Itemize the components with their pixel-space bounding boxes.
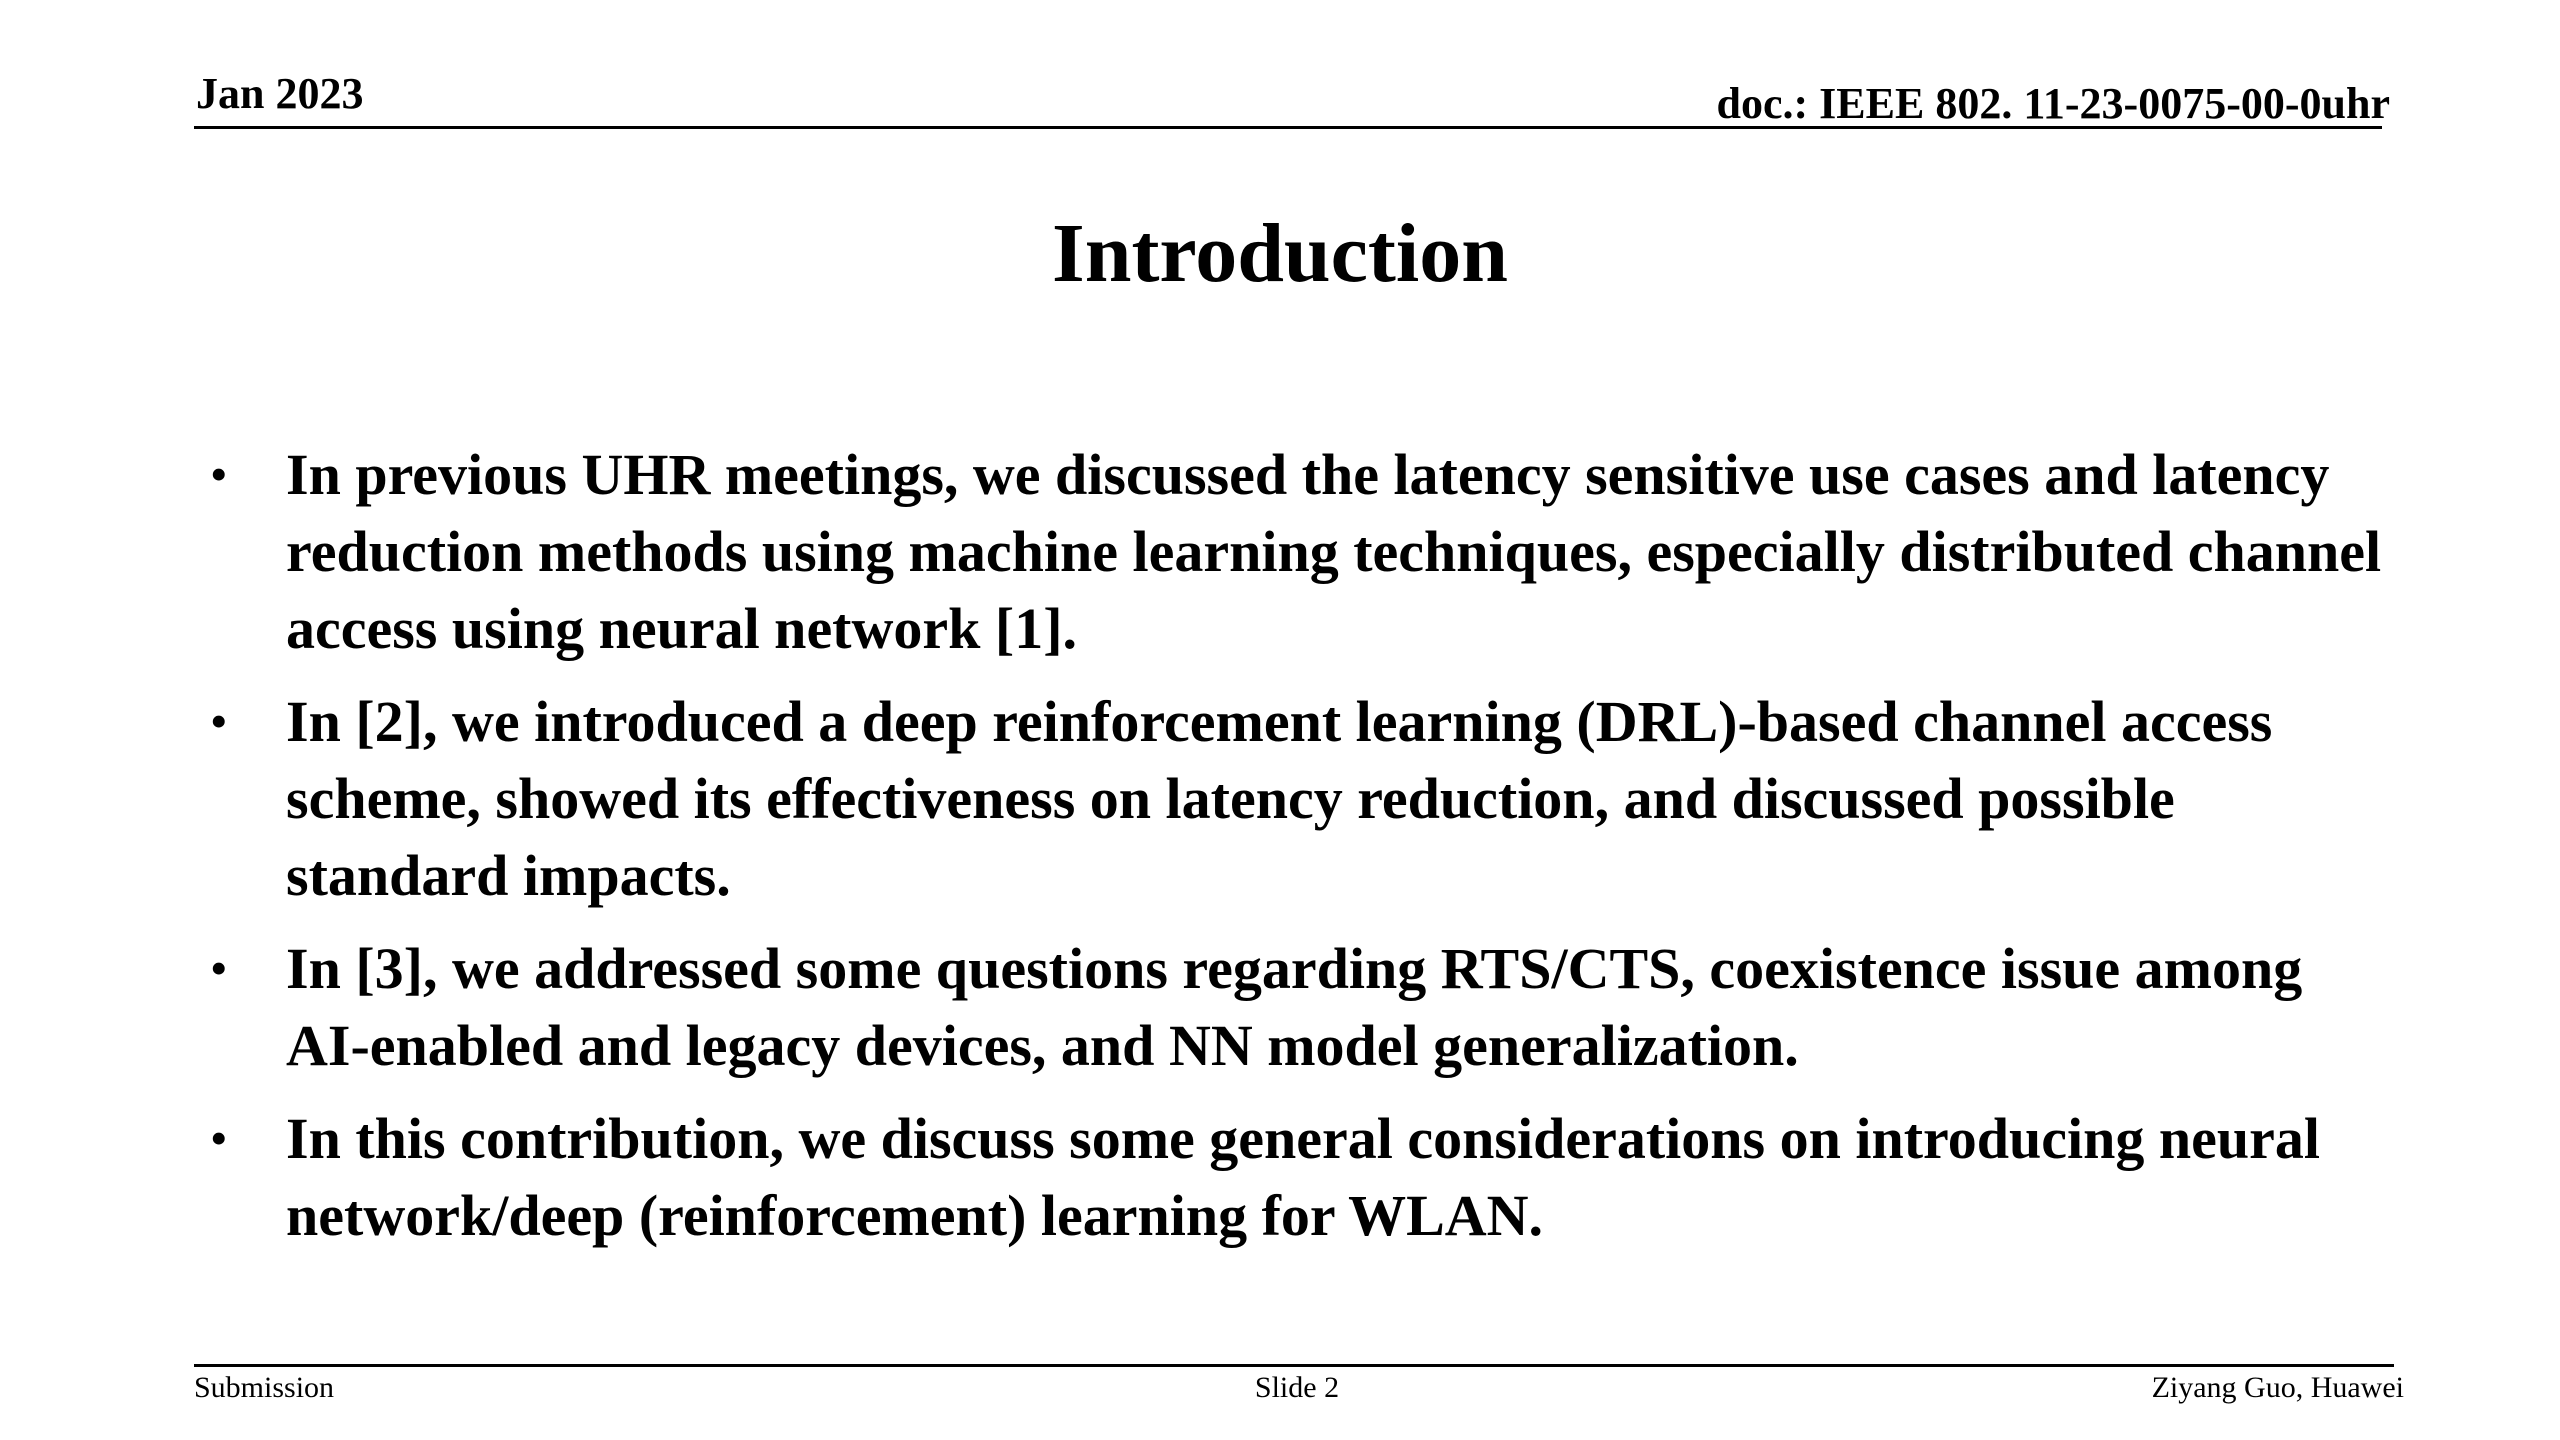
bullet-text: In this contribution, we discuss some general considerations on introducing neural network/deep (reinforcement) learning for WLAN. <box>286 1106 2320 1248</box>
bullet-item <box>200 436 2390 667</box>
footer-author: Ziyang Guo, Huawei <box>2151 1371 2404 1404</box>
bullet-text: In [2], we introduced a deep reinforcement learning (DRL)-based channel access scheme, showed its effectiveness on latency reduction, and discussed possible standard impacts. <box>286 689 2273 908</box>
header-doc-id: doc.: IEEE 802. 11-23-0075-00-0uhr <box>1716 79 2390 128</box>
header-date: Jan 2023 <box>196 69 364 118</box>
bullet-item <box>200 1100 2390 1254</box>
bullet-text: In [3], we addressed some questions regarding RTS/CTS, coexistence issue among AI-enabled and legacy devices, and NN model generalization. <box>286 936 2303 1078</box>
footer-slide-number: Slide 2 <box>1254 1371 1340 1404</box>
bullet-icon: • <box>210 1110 228 1166</box>
footer-divider <box>194 1364 2394 1367</box>
slide-title: Introduction <box>1052 207 1508 300</box>
bullet-icon: • <box>210 446 228 502</box>
header-divider <box>194 126 2382 129</box>
footer-submission: Submission <box>194 1371 335 1404</box>
bullet-icon: • <box>210 693 228 749</box>
bullet-icon: • <box>210 940 228 996</box>
bullet-item <box>200 930 2390 1084</box>
bullet-list <box>200 436 2390 1270</box>
bullet-item <box>200 683 2390 914</box>
bullet-text: In previous UHR meetings, we discussed the latency sensitive use cases and latency reduction methods using machine learning techniques, especially distributed channel access using neural network [1]. <box>286 442 2382 661</box>
